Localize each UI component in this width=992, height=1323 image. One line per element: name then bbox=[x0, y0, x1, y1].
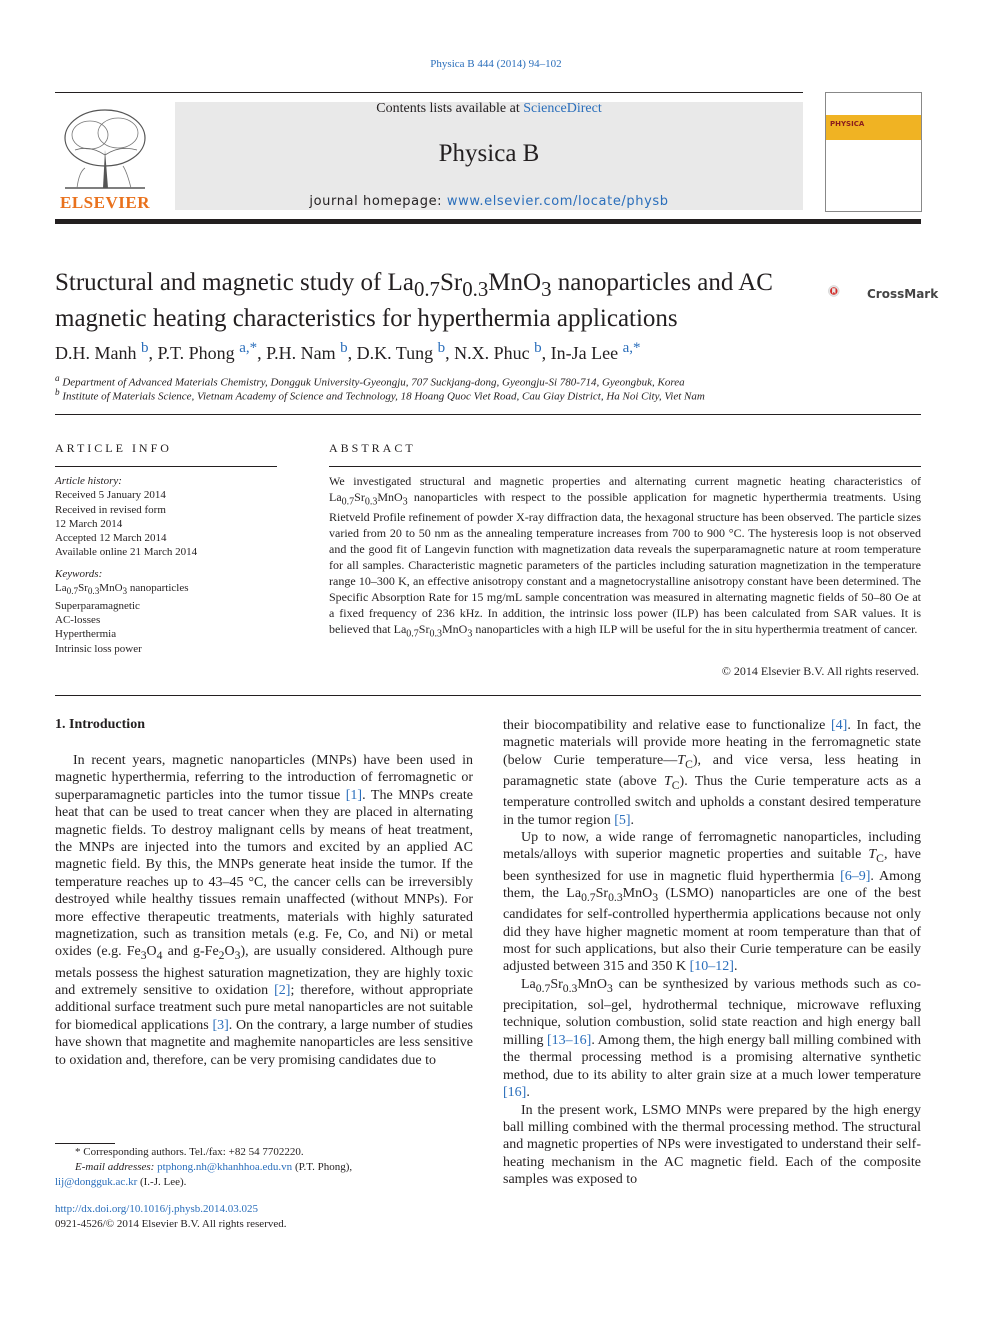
history-label: Article history: bbox=[55, 475, 122, 487]
doi-block bbox=[55, 1202, 473, 1232]
footnote-rule bbox=[55, 1143, 115, 1144]
keyword: AC-losses bbox=[55, 614, 101, 627]
journal-title: Physica B bbox=[438, 140, 540, 167]
email-link[interactable]: lij@dongguk.ac.kr bbox=[55, 1176, 138, 1188]
journal-homepage-line bbox=[175, 194, 803, 209]
author[interactable]: P.T. Phong bbox=[157, 343, 235, 363]
history-item: Available online 21 March 2014 bbox=[55, 546, 198, 559]
author[interactable]: D.K. Tung bbox=[356, 343, 434, 363]
divider bbox=[55, 466, 277, 467]
contents-line bbox=[175, 101, 803, 117]
keyword: Hyperthermia bbox=[55, 628, 117, 641]
affiliation-a: $^a$ Department of Advanced Materials Chemistry, Dongguk University-Gyeongju, 707 Suckjang-dong, Gyeongju-Si 780-714, Gyeongbuk, Korea bbox=[55, 373, 685, 389]
abstract-heading: ABSTRACT bbox=[329, 441, 416, 455]
citation-link[interactable]: [13–16] bbox=[547, 1032, 592, 1048]
paragraph: In the present work, LSMO MNPs were prepared by the high energy ball milling combined with the thermal processing method. The structural and magnetic properties of NPs were investigated to understand their self-heating mechanism in the AC magnetic field. Each of the composite samples was exposed to bbox=[503, 1102, 921, 1188]
citation-link[interactable]: [16] bbox=[503, 1085, 527, 1101]
citation-link[interactable]: [5] bbox=[614, 812, 631, 828]
citation-link[interactable]: [4] bbox=[830, 718, 848, 733]
author[interactable]: P.H. Nam bbox=[266, 343, 336, 363]
author[interactable]: N.X. Phuc bbox=[454, 343, 530, 363]
citation-link[interactable]: [6–9] bbox=[840, 868, 871, 884]
doi-link[interactable]: http://dx.doi.org/10.1016/j.physb.2014.03.025 bbox=[55, 1203, 259, 1215]
body-column-left bbox=[55, 752, 473, 1069]
sciencedirect-link[interactable]: ScienceDirect bbox=[523, 101, 602, 116]
article-history bbox=[55, 474, 277, 560]
citation-link[interactable]: [3] bbox=[212, 1017, 229, 1033]
keywords-label: Keywords: bbox=[55, 568, 103, 580]
article-title: Structural and magnetic study of $La_{0.7}Sr_{0.3}MnO_3$ nanoparticles and AC magnetic heating characteristics for hyperthermia applications bbox=[55, 269, 773, 332]
history-item: 12 March 2014 bbox=[55, 517, 123, 530]
divider bbox=[55, 695, 921, 696]
corresponding-note: * Corresponding authors. Tel./fax: +82 54 7702220. bbox=[75, 1146, 304, 1158]
author-list: D.H. Manh $^b$, P.T. Phong $^{a,*}$, P.H. Nam $^b$, D.K. Tung $^b$, N.X. Phuc $^b$, In-Ja Lee $^{a,*}$ bbox=[55, 340, 641, 363]
history-item: Received in revised form bbox=[55, 503, 166, 516]
paragraph: their biocompatibility and relative ease to functionalize [4]. In fact, the magnetic materials will provide more heating in the ferromagnetic state (below Curie $temperature—T_C$), and vice versa, less heating in paramagnetic state (above $T_C$). Thus the Curie temperature acts as a temperature controlled switch and upholds a constant desired temperature in the tumor region [5]. bbox=[503, 718, 922, 828]
keyword: Intrinsic loss power bbox=[55, 642, 142, 655]
email-label: E-mail addresses: bbox=[75, 1161, 158, 1173]
journal-cover-icon[interactable] bbox=[825, 92, 922, 212]
paragraph: Up to now, a wide range of ferromagnetic nanoparticles, including metals/alloys with superior magnetic properties and suitable $T_C$, have been synthesized for use in magnetic fluid hyperthermia [6–9]. Among them, the $La_{0.7}Sr_{0.3}MnO_3$ (LSMO) nanoparticles are one of the best candidates for self-controlled hyperthermia applications because not only did they have higher magnetic moment at room temperature than that of most for such applications, but also their Curie temperature can be easily adjusted between 315 and 350 K [10–12]. bbox=[503, 830, 921, 975]
abstract-copyright: © 2014 Elsevier B.V. All rights reserved. bbox=[721, 664, 919, 678]
author[interactable]: In-Ja Lee bbox=[550, 343, 619, 363]
paragraph: $La_{0.7}Sr_{0.3}MnO_3$ can be synthesized by various methods such as co-precipitation, sol–gel, hydrothermal technique, microwave refluxing technique, solution combustion, solid state reaction and high energy ball milling [13–16]. Among them, the high energy ball milling combined with the thermal processing method is a promising alternative synthetic method, due to its ability to alter grain size at a much lower temperature [16]. bbox=[503, 976, 921, 1101]
header-top-rule bbox=[55, 92, 803, 93]
body-column-right bbox=[503, 717, 921, 1189]
history-item: Received 5 January 2014 bbox=[55, 489, 166, 502]
divider bbox=[55, 414, 921, 415]
header-thick-rule bbox=[55, 219, 921, 224]
history-item: Accepted 12 March 2014 bbox=[55, 532, 167, 545]
journal-reference[interactable]: Physica B 444 (2014) 94–102 bbox=[430, 58, 562, 70]
article-info-heading: ARTICLE INFO bbox=[55, 441, 172, 455]
footnotes: * Corresponding authors. Tel./fax: +82 54 7702220. E-mail addresses: ptphong.nh@khanhhoa.edu.vn (P.T. Phong), lij@dongguk.ac.kr (I.-J. Lee). bbox=[55, 1145, 473, 1190]
abstract-text: We investigated structural and magnetic properties and alternating current magnetic heating characteristics of $La_{0.7}Sr_{0.3}MnO_3$ nanoparticles with respect to the possible application for magnetic hyperthermia treatments. Using Rietveld Profile refinement of powder X-ray diffraction data, the hexagonal structure has been observed. The particle sizes varied from 20 to 50 nm as the annealing temperature increases from 700 to 900 °C. The hysteresis loop is not observed and the good fit of Langevin function with magnetization data reveals the superparamagnetic nature at room temperature for all samples. Characteristic magnetic parameters of the particles including saturation magnetization in the temperature range 10–300 K, an effective anisotropy constant and a magnetocrystalline anisotropy constant have been determined. The Specific Absorption Rate for 15 mg/mL sample concentration was measured in alternating magnetic fields of 50–80 Oe at a fixed frequency of 236 kHz. In addition, the intrinsic loss power (ILP) has been calculated from SAR values. It is believed that $La_{0.7}Sr_{0.3}MnO_3$ nanoparticles with a high ILP will be useful for the in situ hyperthermia treatment of cancer. bbox=[329, 474, 921, 639]
keyword: $La_{0.7}Sr_{0.3}MnO_3$ nanoparticles bbox=[55, 582, 189, 597]
issn-line: 0921-4526/© 2014 Elsevier B.V. All rights reserved. bbox=[55, 1218, 287, 1230]
homepage-prefix: journal homepage: bbox=[309, 194, 447, 209]
section-heading: 1. Introduction bbox=[55, 717, 145, 732]
keywords bbox=[55, 567, 277, 656]
citation-link[interactable]: [2] bbox=[274, 983, 291, 999]
elsevier-wordmark: ELSEVIER bbox=[60, 193, 150, 212]
keyword: Superparamagnetic bbox=[55, 599, 140, 612]
crossmark-icon[interactable] bbox=[828, 274, 862, 308]
email-link[interactable]: ptphong.nh@khanhhoa.edu.vn bbox=[157, 1161, 293, 1173]
citation-link[interactable]: [10–12] bbox=[689, 959, 734, 975]
homepage-link[interactable]: www.elsevier.com/locate/physb bbox=[446, 194, 669, 209]
divider bbox=[329, 466, 921, 467]
affiliation-b: $^b$ Institute of Materials Science, Vietnam Academy of Science and Technology, 18 Hoang Quoc Viet Road, Cau Giay District, Ha Noi City, Viet Nam bbox=[55, 387, 705, 403]
citation-link[interactable]: [1] bbox=[345, 787, 363, 803]
crossmark-label[interactable]: CrossMark bbox=[867, 287, 939, 301]
paragraph: In recent years, magnetic nanoparticles (MNPs) have been used in magnetic hyperthermia, referring to the introduction of ferromagnetic or superparamagnetic particles into the tumor tissue [1]. The MNPs create heat that can be used to treat cancer when they are placed in alternating magnetic fields. To destroy malignant cells by means of heat treatment, the MNPs are injected into the tumors and excited by an applied AC magnetic field. By this, the MNPs generate heat inside the tumor. If the temperature reaches up to 43–45 °C, the cancer cells can be irreversibly destroyed while healthy tissues remain unaffected (without MNPs). For more effective therapeutic treatments, materials with highly saturated magnetization, such as transition metals (e.g. Fe, Co, and Ni) or metal oxides (e.g. $Fe_3O_4$ and $g-Fe_2O_3$), are usually considered. Although pure metals possess the highest saturation magnetization, they are highly toxic and extremely sensitive to oxidation [2]; therefore, without appropriate additional surface treatment such pure metal nanoparticles are not suitable for biomedical applications [3]. On the contrary, a large number of studies have shown that magnetite and maghemite nanoparticles are less sensitive to oxidation and, therefore, can be very promising candidates due to bbox=[55, 753, 474, 1068]
author[interactable]: D.H. Manh bbox=[55, 343, 137, 363]
contents-prefix: Contents lists available at bbox=[376, 101, 524, 116]
cover-title: PHYSICA bbox=[830, 120, 865, 128]
